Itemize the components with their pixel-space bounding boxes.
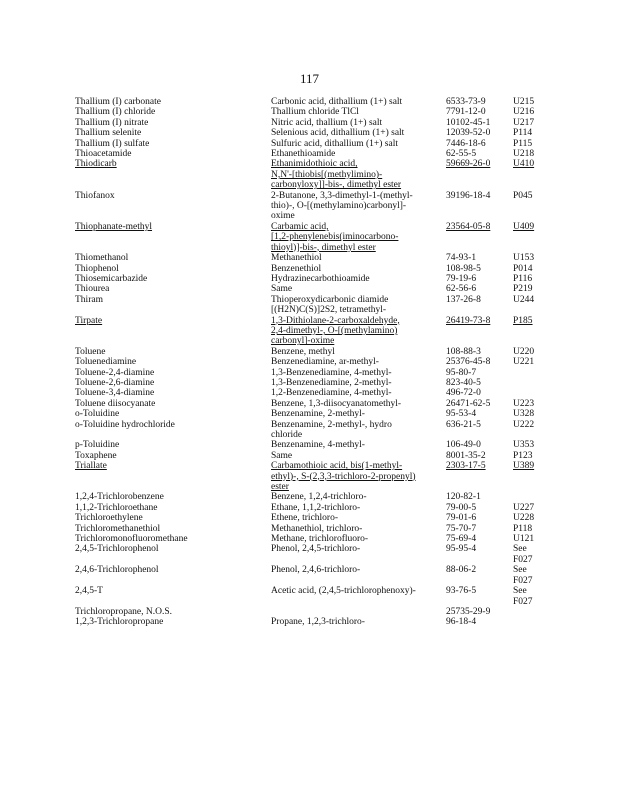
chemical-name-line: ester: [271, 482, 289, 493]
hazardous-waste-code: U353: [513, 440, 535, 451]
table-row: [75, 534, 575, 544]
table-row: [75, 97, 575, 107]
chemical-abstracts-name: [271, 451, 446, 461]
chemical-name-line: Same: [271, 284, 293, 295]
cas-number: 25735-29-9: [446, 606, 491, 617]
substance-name: Trichloroethylene: [75, 513, 143, 524]
chemical-abstracts-name: [271, 513, 446, 523]
substance-name: Triallate: [75, 461, 107, 472]
chemical-abstracts-name: [271, 97, 446, 107]
substance-name: o-Toluidine hydrochloride: [75, 419, 175, 430]
chemical-name-line: Carbonic acid, dithallium (1+) salt: [271, 97, 403, 107]
code-line: F027: [513, 596, 533, 607]
hazardous-waste-code: U222: [513, 419, 535, 430]
table-row: [75, 565, 575, 586]
chemical-abstracts-name: [271, 503, 446, 513]
chemical-abstracts-name: [271, 617, 446, 627]
chemical-name-line: Sulfuric acid, dithallium (1+) salt: [271, 138, 398, 149]
table-row: [75, 409, 575, 419]
chemical-name-line: [(H2N)C(S)]2S2, tetramethyl-: [271, 305, 387, 316]
table-row: [75, 544, 575, 565]
chemical-abstracts-name: [271, 409, 446, 419]
chemical-name-line: Hydrazinecarbothioamide: [271, 273, 370, 284]
code-line: F027: [513, 554, 533, 565]
cas-number: 62-55-5: [446, 149, 477, 160]
waste-code-table: [75, 97, 575, 628]
cas-number: 120-82-1: [446, 492, 481, 503]
chemical-name-line: Benzenamine, 2-methyl-, hydro: [271, 419, 392, 430]
table-row: [75, 284, 575, 294]
chemical-abstracts-name: [271, 118, 446, 128]
table-row: [75, 617, 575, 627]
cas-number: 23564-05-8: [446, 221, 491, 232]
code-line: See: [513, 586, 527, 597]
hazardous-waste-code: U215: [513, 97, 535, 107]
cas-number: 79-00-5: [446, 502, 477, 513]
table-row: [75, 159, 575, 190]
substance-name: Thallium (I) chloride: [75, 107, 156, 118]
page-number: 117: [299, 71, 320, 86]
hazardous-waste-code: U409: [513, 221, 535, 232]
substance-name: Toluenediamine: [75, 357, 137, 368]
chemical-abstracts-name: [271, 544, 446, 554]
chemical-abstracts-name: [271, 347, 446, 357]
chemical-abstracts-name: [271, 565, 446, 575]
chemical-abstracts-name: [271, 295, 446, 316]
hazardous-waste-code: U227: [513, 502, 535, 513]
substance-name: Thallium selenite: [75, 128, 142, 139]
table-row: [75, 461, 575, 492]
chemical-name-line: Benzenamine, 4-methyl-: [271, 440, 365, 451]
cas-number: 12039-52-0: [446, 128, 491, 139]
table-row: [75, 388, 575, 398]
cas-number: 823-40-5: [446, 377, 481, 388]
cas-number: 137-26-8: [446, 294, 481, 305]
hazardous-waste-code: U220: [513, 346, 535, 357]
chemical-name-line: Propane, 1,2,3-trichloro-: [271, 617, 365, 628]
chemical-name-line: [1,2-phenylenebis(iminocarbono-: [271, 232, 399, 243]
substance-name: Thallium (I) nitrate: [75, 117, 149, 128]
table-row: [75, 107, 575, 117]
cas-number: 93-76-5: [446, 586, 477, 597]
substance-name: Thiosemicarbazide: [75, 273, 148, 284]
table-row: [75, 440, 575, 450]
hazardous-waste-code: U153: [513, 253, 535, 264]
chemical-name-line: Ethanethioamide: [271, 149, 336, 160]
table-row: [75, 295, 575, 316]
chemical-name-line: Benzene, 1,3-diisocyanatomethyl-: [271, 398, 402, 409]
code-line: See: [513, 565, 527, 576]
chemical-name-line: Thallium chloride TlCl: [271, 107, 359, 118]
chemical-name-line: Benzenethiol: [271, 263, 322, 274]
table-row: [75, 451, 575, 461]
table-row: [75, 274, 575, 284]
chemical-name-line: 2-Butanone, 3,3-dimethyl-1-(methyl-: [271, 190, 413, 201]
hazardous-waste-code: P185: [513, 315, 533, 326]
substance-name: Thiourea: [75, 284, 110, 295]
cas-number: 26419-73-8: [446, 315, 491, 326]
hazardous-waste-code: U410: [513, 159, 535, 170]
chemical-abstracts-name: [271, 534, 446, 544]
cas-number: 88-06-2: [446, 565, 477, 576]
cas-number: 106-49-0: [446, 440, 481, 451]
substance-name: Toluene-2,6-diamine: [75, 377, 155, 388]
cas-number: 75-69-4: [446, 534, 477, 545]
table-row: [75, 492, 575, 502]
substance-name: Trichloropropane, N.O.S.: [75, 606, 173, 617]
cas-number: 95-95-4: [446, 544, 477, 555]
substance-name: Toluene: [75, 346, 106, 357]
chemical-name-line: Benzenediamine, ar-methyl-: [271, 357, 379, 368]
hazardous-waste-code: P014: [513, 263, 533, 274]
substance-name: Thiodicarb: [75, 159, 117, 170]
chemical-abstracts-name: [271, 524, 446, 534]
cas-number: 95-80-7: [446, 367, 477, 378]
code-line: See: [513, 544, 527, 555]
chemical-abstracts-name: [271, 378, 446, 388]
hazardous-waste-code: U389: [513, 461, 535, 472]
chemical-name-line: oxime: [271, 211, 295, 222]
substance-name: Thiophenol: [75, 263, 119, 274]
chemical-abstracts-name: [271, 107, 446, 117]
chemical-name-line: 1,3-Dithiolane-2-carboxaldehyde,: [271, 315, 400, 326]
cas-number: 108-88-3: [446, 346, 481, 357]
table-row: [75, 378, 575, 388]
table-row: [75, 607, 575, 617]
substance-name: 1,2,3-Trichloropropane: [75, 617, 164, 628]
substance-name: Toluene diisocyanate: [75, 398, 156, 409]
hazardous-waste-code: U244: [513, 294, 535, 305]
chemical-abstracts-name: [271, 399, 446, 409]
substance-name: Trichloromonofluoromethane: [75, 534, 188, 545]
chemical-abstracts-name: [271, 420, 446, 441]
chemical-name-line: Methane, trichlorofluoro-: [271, 534, 369, 545]
chemical-name-line: Selenious acid, dithallium (1+) salt: [271, 128, 405, 139]
cas-number: 95-53-4: [446, 409, 477, 420]
table-row: [75, 368, 575, 378]
substance-name: Toluene-3,4-diamine: [75, 388, 155, 399]
chemical-name-line: Same: [271, 450, 293, 461]
substance-name: Thallium (I) carbonate: [75, 97, 161, 107]
substance-name: 2,4,6-Trichlorophenol: [75, 565, 159, 576]
chemical-name-line: Carbamic acid,: [271, 221, 329, 232]
table-row: [75, 118, 575, 128]
table-row: [75, 503, 575, 513]
substance-name: Thiram: [75, 294, 103, 305]
chemical-name-line: Ethane, 1,1,2-trichloro-: [271, 502, 361, 513]
chemical-abstracts-name: [271, 191, 446, 222]
hazardous-waste-code: P114: [513, 128, 533, 139]
chemical-name-line: Ethene, trichloro-: [271, 513, 339, 524]
table-row: [75, 316, 575, 347]
substance-name: Toluene-2,4-diamine: [75, 367, 155, 378]
cas-number: 496-72-0: [446, 388, 481, 399]
table-row: [75, 399, 575, 409]
cas-number: 7446-18-6: [446, 138, 486, 149]
chemical-name-line: chloride: [271, 430, 303, 440]
cas-number: 8001-35-2: [446, 450, 486, 461]
substance-name: Thallium (I) sulfate: [75, 138, 150, 149]
chemical-name-line: N,N'-[thiobis[(methylimino)-: [271, 169, 383, 180]
cas-number: 26471-62-5: [446, 398, 491, 409]
substance-name: Tirpate: [75, 315, 103, 326]
hazardous-waste-code: U328: [513, 409, 535, 420]
hazardous-waste-code: U218: [513, 149, 535, 160]
table-row: [75, 149, 575, 159]
chemical-name-line: Methanethiol: [271, 253, 322, 264]
substance-name: Thioacetamide: [75, 149, 132, 160]
chemical-abstracts-name: [271, 128, 446, 138]
hazardous-waste-code: P123: [513, 450, 533, 461]
table-row: [75, 513, 575, 523]
cas-number: 75-70-7: [446, 523, 477, 534]
cas-number: 59669-26-0: [446, 159, 491, 170]
table-row: [75, 222, 575, 253]
substance-name: Thiofanox: [75, 190, 115, 201]
table-row: [75, 524, 575, 534]
substance-name: 1,1,2-Trichloroethane: [75, 502, 158, 513]
chemical-name-line: ethyl)-, S-(2,3,3-trichloro-2-propenyl): [271, 471, 416, 482]
hazardous-waste-code: [513, 544, 563, 565]
cas-number: 6533-73-9: [446, 97, 486, 107]
chemical-name-line: Thioperoxydicarbonic diamide: [271, 294, 389, 305]
hazardous-waste-code: [513, 586, 563, 607]
hazardous-waste-code: U217: [513, 117, 535, 128]
substance-name: 1,2,4-Trichlorobenzene: [75, 492, 164, 503]
table-row: [75, 264, 575, 274]
table-row: [75, 191, 575, 222]
chemical-abstracts-name: [271, 159, 446, 190]
hazardous-waste-code: U223: [513, 398, 535, 409]
table-row: [75, 586, 575, 607]
cas-number: 79-19-6: [446, 273, 477, 284]
substance-name: o-Toluidine: [75, 409, 120, 420]
chemical-abstracts-name: [271, 461, 446, 492]
chemical-name-line: Ethanimidothioic acid,: [271, 159, 358, 170]
hazardous-waste-code: P118: [513, 523, 533, 534]
chemical-name-line: thioyl)]-bis-, dimethyl ester: [271, 242, 376, 253]
chemical-name-line: 2,4-dimethyl-, O-[(methylamino): [271, 325, 398, 336]
cas-number: 108-98-5: [446, 263, 481, 274]
chemical-abstracts-name: [271, 222, 446, 253]
chemical-name-line: Carbamothioic acid, bis(1-methyl-: [271, 461, 403, 472]
chemical-abstracts-name: [271, 388, 446, 398]
hazardous-waste-code: U221: [513, 357, 535, 368]
hazardous-waste-code: P219: [513, 284, 533, 295]
cas-number: 636-21-5: [446, 419, 481, 430]
chemical-abstracts-name: [271, 264, 446, 274]
substance-name: Toxaphene: [75, 450, 117, 461]
chemical-abstracts-name: [271, 440, 446, 450]
chemical-abstracts-name: [271, 274, 446, 284]
chemical-name-line: Phenol, 2,4,5-trichloro-: [271, 544, 361, 555]
hazardous-waste-code: P045: [513, 190, 533, 201]
chemical-name-line: Benzenamine, 2-methyl-: [271, 409, 365, 420]
table-row: [75, 139, 575, 149]
cas-number: 62-56-6: [446, 284, 477, 295]
table-row: [75, 357, 575, 367]
substance-name: p-Toluidine: [75, 440, 120, 451]
hazardous-waste-code: U121: [513, 534, 535, 545]
code-line: F027: [513, 575, 533, 586]
chemical-abstracts-name: [271, 492, 446, 502]
chemical-name-line: Benzene, 1,2,4-trichloro-: [271, 492, 367, 503]
cas-number: 2303-17-5: [446, 461, 486, 472]
cas-number: 10102-45-1: [446, 117, 491, 128]
substance-name: 2,4,5-T: [75, 586, 103, 597]
hazardous-waste-code: U216: [513, 107, 535, 118]
chemical-name-line: 1,3-Benzenediamine, 2-methyl-: [271, 377, 392, 388]
hazardous-waste-code: P116: [513, 273, 533, 284]
substance-name: Trichloromethanethiol: [75, 523, 161, 534]
table-row: [75, 347, 575, 357]
chemical-name-line: carbonyl]-oxime: [271, 336, 335, 347]
cas-number: 7791-12-0: [446, 107, 486, 118]
chemical-name-line: carbonyloxy]]-bis-, dimethyl ester: [271, 180, 402, 191]
cas-number: 96-18-4: [446, 617, 477, 628]
table-row: [75, 128, 575, 138]
chemical-name-line: Phenol, 2,4,6-trichloro-: [271, 565, 361, 576]
chemical-abstracts-name: [271, 316, 446, 347]
table-row: [75, 420, 575, 441]
chemical-name-line: Benzene, methyl: [271, 346, 335, 357]
chemical-abstracts-name: [271, 284, 446, 294]
cas-number: 74-93-1: [446, 253, 477, 264]
chemical-abstracts-name: [271, 149, 446, 159]
chemical-name-line: 1,3-Benzenediamine, 4-methyl-: [271, 367, 392, 378]
chemical-abstracts-name: [271, 368, 446, 378]
chemical-name-line: Nitric acid, thallium (1+) salt: [271, 117, 383, 128]
hazardous-waste-code: P115: [513, 138, 533, 149]
substance-name: Thiophanate-methyl: [75, 221, 153, 232]
cas-number: 79-01-6: [446, 513, 477, 524]
hazardous-waste-code: U228: [513, 513, 535, 524]
table-row: [75, 253, 575, 263]
substance-name: Thiomethanol: [75, 253, 129, 264]
chemical-name-line: 1,2-Benzenediamine, 4-methyl-: [271, 388, 392, 399]
chemical-abstracts-name: [271, 139, 446, 149]
chemical-abstracts-name: [271, 586, 446, 596]
cas-number: 39196-18-4: [446, 190, 491, 201]
chemical-name-line: Acetic acid, (2,4,5-trichlorophenoxy)-: [271, 586, 416, 597]
chemical-abstracts-name: [271, 253, 446, 263]
chemical-abstracts-name: [271, 357, 446, 367]
hazardous-waste-code: [513, 565, 563, 586]
chemical-name-line: Methanethiol, trichloro-: [271, 523, 363, 534]
substance-name: 2,4,5-Trichlorophenol: [75, 544, 159, 555]
chemical-name-line: thio)-, O-[(methylamino)carbonyl]-: [271, 201, 407, 212]
cas-number: 25376-45-8: [446, 357, 491, 368]
